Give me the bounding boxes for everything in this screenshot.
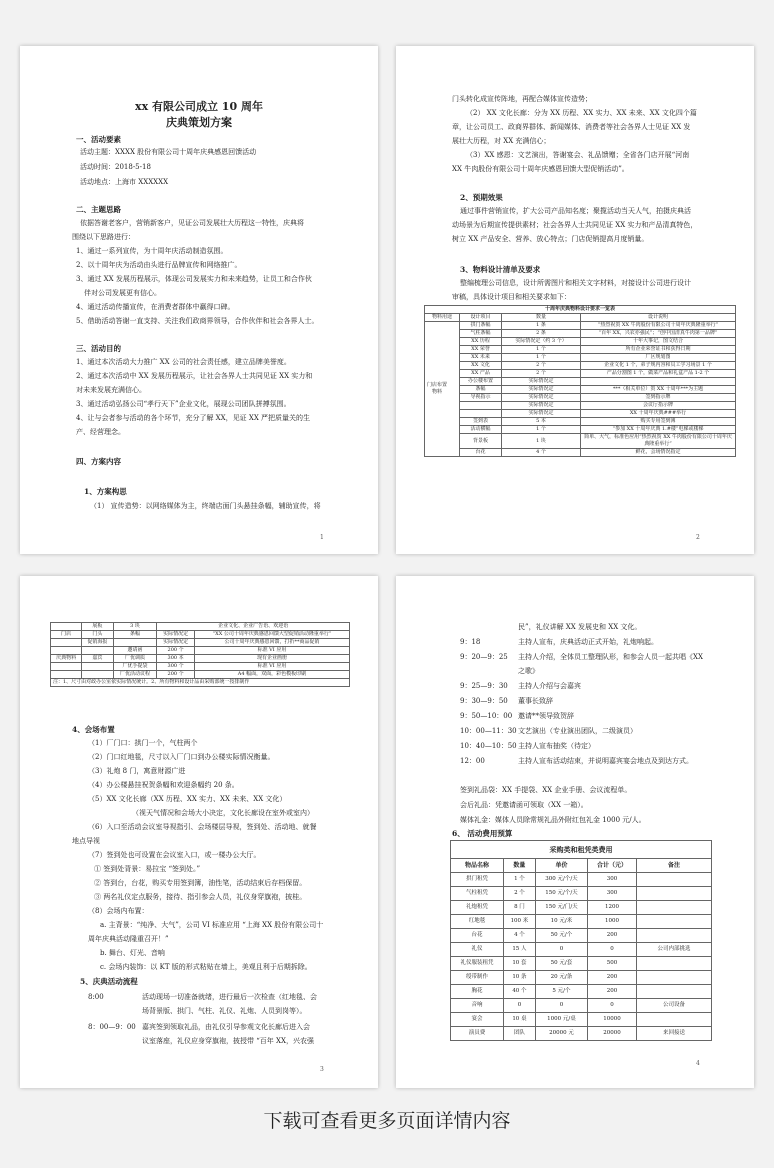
- material-table-continued: [50, 622, 350, 687]
- table-cell: 2 个: [502, 362, 581, 370]
- table-row: [425, 370, 736, 378]
- text-line: 签到礼品袋：XX 手提袋、XX 企业手册、会议流程单。: [460, 786, 632, 794]
- text-line: 2、以十周年庆为活动由头进行品牌宣传和网络推广。: [76, 261, 242, 269]
- table-cell: [460, 402, 502, 410]
- table-cell: 公司设备: [637, 999, 712, 1013]
- text-line: 活动主题：XXXX 股份有限公司十周年庆典感恩回馈活动: [80, 148, 257, 156]
- table-cell: 200: [588, 971, 637, 985]
- table-cell: 标准 VI 应用: [194, 647, 349, 655]
- table-cell: [637, 1013, 712, 1027]
- text-line: （视天气情况和会场大小决定，文化长廊设在室外或室内）: [132, 809, 314, 817]
- table-cell: “XX 公司十周年庆典感恩回馈大型促销活动隆重举行”: [194, 631, 349, 639]
- section-heading-1: 一、活动要素: [76, 135, 121, 144]
- text-line: 5、借助活动答谢一直支持、关注我们政商界领导，合作伙伴和社会各界人士。: [76, 317, 319, 325]
- flow-time: 10：00—11：30: [460, 727, 517, 735]
- table-cell: [637, 985, 712, 999]
- document-page-4: [396, 576, 754, 1088]
- cost-table: [450, 840, 712, 1041]
- table-row: [425, 362, 736, 370]
- title-line-1: xx 有限公司成立 10 周年: [135, 100, 263, 113]
- flow-text: 之歌》: [518, 667, 539, 675]
- table-cell: 企业文化、企业广告语、欢迎语: [157, 623, 350, 631]
- table-row: [451, 943, 712, 957]
- text-line: 展壮大历程，对 XX 充满信心；: [452, 137, 551, 145]
- text-line: ① 签到处背景：易拉宝 “签到处。”: [94, 865, 201, 873]
- table-header: 数量: [504, 859, 536, 873]
- table-cell: “百年 XX，兴农亦强民”；“创中国清真牛肉第一品牌”: [581, 330, 736, 338]
- table-cell: 绶带制作: [451, 971, 504, 985]
- table-row: [451, 887, 712, 901]
- table-cell: 拱门租凭: [451, 873, 504, 887]
- table-cell: 实际情况定（约 3 个）: [502, 338, 581, 346]
- flow-time: 8：00—9：00: [88, 1023, 136, 1031]
- table-row: [425, 434, 736, 449]
- table-row: [425, 338, 736, 346]
- text-line: （6）入口至活动会议室导视指引、会场楼层导视，签到处、活动地、就餐: [88, 823, 317, 831]
- table-cell: 邀请函: [113, 647, 157, 655]
- flow-text: 董事长致辞: [518, 697, 553, 705]
- table-cell: 10 套: [504, 957, 536, 971]
- table-cell: 实际情况定: [502, 394, 581, 402]
- table-cell: 演员费: [451, 1027, 504, 1041]
- table-header: 物品名称: [451, 859, 504, 873]
- table-cell: [637, 971, 712, 985]
- table-row: [425, 322, 736, 330]
- table-cell: 团队: [504, 1027, 536, 1041]
- table-row: [451, 873, 712, 887]
- document-page-3: [20, 576, 378, 1088]
- table-cell: 展板: [82, 623, 113, 631]
- table-cell: 实际情况定: [502, 378, 581, 386]
- table-cell: 2 条: [502, 330, 581, 338]
- text-line: （7）签到处也可设置在会议室入口，或一楼办公大厅。: [88, 851, 261, 859]
- table-cell: 简单、大气，标准色应用“热烈祝贺 XX 牛肉股份有限公司十周年庆典隆重举行”: [581, 434, 736, 449]
- text-line: 媒体礼金：媒体人员除常规礼品外附红包礼金 1000 元/人。: [460, 816, 646, 824]
- table-cell: 庆典物料: [51, 655, 82, 663]
- table-cell: [460, 410, 502, 418]
- text-line: 地点导视: [72, 837, 100, 845]
- table-cell: 4 个: [502, 449, 581, 457]
- page-number: 1: [320, 534, 324, 541]
- table-cell: 1 块: [502, 434, 581, 449]
- table-cell: 气柱条幅: [460, 330, 502, 338]
- table-cell: 0: [535, 999, 587, 1013]
- subsection-heading: 4、会场布置: [72, 725, 115, 734]
- table-cell: 50 元/个: [535, 929, 587, 943]
- table-cell: 促销海报: [82, 639, 113, 647]
- table-cell: 4 个: [504, 929, 536, 943]
- table-cell: 1 个: [502, 354, 581, 362]
- table-header: 物料用途: [425, 314, 460, 322]
- table-cell: [51, 623, 82, 631]
- table-cell: 1 个: [502, 426, 581, 434]
- group-label: 门店布置物料: [426, 382, 447, 395]
- table-cell: “热烈祝贺 XX 牛肉股份有限公司十周年庆典隆重举行”: [581, 322, 736, 330]
- text-line: （2）门口红地毯，尺寸以入厂门口到办公楼实际情况衡量。: [88, 753, 275, 761]
- table-cell: 300 个: [157, 663, 195, 671]
- table-cell: 厂优手提袋: [113, 663, 157, 671]
- table-cell: 实际情况定: [502, 386, 581, 394]
- table-cell: 气柱租凭: [451, 887, 504, 901]
- text-line: 围绕以下思路进行：: [72, 233, 135, 241]
- flow-time: 8:00: [88, 993, 104, 1001]
- table-row: [451, 957, 712, 971]
- table-cell: 厂优活动议程: [113, 671, 157, 679]
- table-cell: 台花: [451, 929, 504, 943]
- flow-time: 9：50—10：00: [460, 712, 513, 720]
- subsection-heading: 3、物料设计清单及要求: [460, 265, 541, 274]
- table-row: [51, 631, 350, 639]
- table-cell: 100 米: [504, 915, 536, 929]
- table-title: 十周年庆典物料设计要求一览表: [425, 306, 736, 314]
- table-cell: 公司十周年庆典感恩回馈，打折**商品促销: [194, 639, 349, 647]
- table-row: [451, 999, 712, 1013]
- table-cell: 条幅: [113, 631, 157, 639]
- table-cell: [637, 887, 712, 901]
- text-line: 整编梳理公司信息，设计所需图片和相关文字材料，对接设计公司进行设计: [460, 279, 691, 287]
- text-line: 门头转化成宣传阵地，再配合媒体宣传造势；: [452, 95, 592, 103]
- flow-time: 9：18: [460, 638, 481, 646]
- flow-text: 主持人介绍，全体员工整理队形，和参会人员一起共唱《XX: [518, 653, 703, 661]
- flow-text: 活动现场一切准备就绪，进行最后一次检查（红地毯、会: [142, 993, 317, 1001]
- table-row: [51, 663, 350, 671]
- table-cell: 实际情况定: [157, 639, 195, 647]
- flow-text: 主持人宣布，庆典活动正式开始，礼炮响起。: [518, 638, 658, 646]
- text-line: 4、通过活动传播宣传，在消费者群体中赢得口碑。: [76, 303, 235, 311]
- text-line: 3、通过活动弘扬公司“孝行天下”企业文化，展现公司团队拼搏氛围。: [76, 400, 291, 408]
- table-cell: 0: [588, 943, 637, 957]
- text-line: （2） XX 文化长廊：分为 XX 历程、XX 实力、XX 未来、XX 文化四个篇: [466, 109, 697, 117]
- flow-text: 主持人介绍与会嘉宾: [518, 682, 581, 690]
- table-cell: 会议厅指示牌: [581, 402, 736, 410]
- table-cell: 所有企业荣誉证书和获得日期: [581, 346, 736, 354]
- table-cell: 宴会: [451, 1013, 504, 1027]
- text-line: 伴对公司发展更有信心。: [84, 289, 161, 297]
- table-cell: 1000 元/桌: [535, 1013, 587, 1027]
- table-row: [425, 354, 736, 362]
- table-cell: 礼炮租凭: [451, 901, 504, 915]
- text-line: 对未来发展充满信心。: [76, 386, 146, 394]
- table-cell: 办公楼布置: [460, 378, 502, 386]
- table-cell: 购买专用签到簿: [581, 418, 736, 426]
- table-cell: 实际情况定: [502, 410, 581, 418]
- material-table: [424, 305, 736, 457]
- table-cell: [637, 957, 712, 971]
- table-row: [425, 418, 736, 426]
- table-row: [425, 386, 736, 394]
- text-line: 会后礼品：凭邀请函可领取（XX 一箱）。: [460, 801, 588, 809]
- table-header: 数量: [502, 314, 581, 322]
- flow-text: 主持人宣布活动结束，并说明嘉宾宴会地点及到达方式。: [518, 757, 693, 765]
- table-cell: 嘉宾: [82, 655, 113, 663]
- table-cell: 10000: [588, 1013, 637, 1027]
- table-cell: 50 元/套: [535, 957, 587, 971]
- text-line: a. 主背景：“纯净、大气”，公司 VI 标准应用 “上海 XX 股份有限公司十: [100, 921, 324, 929]
- table-header: 单价: [535, 859, 587, 873]
- text-line: 活动地点：上海市 XXXXXX: [80, 178, 169, 186]
- table-note-row: [51, 679, 350, 687]
- table-cell: 8 门: [504, 901, 536, 915]
- table-cell: 胸花: [451, 985, 504, 999]
- text-line: 通过事件营销宣传，扩大公司产品知名度；聚揽活动当天人气，拍摄庆典活: [460, 207, 691, 215]
- text-line: 4、让与会者参与活动的各个环节，充分了解 XX，见证 XX 严把质量关的生: [76, 414, 311, 422]
- table-note: 注：1、尺寸由对政办公室依实际情况统计。2、所有物料和设计品由采购部统一按排制作: [51, 679, 350, 687]
- text-line: c. 会场内装饰：以 KT 版的形式粘贴在墙上，美观且利于后期拆除。: [100, 963, 312, 971]
- table-cell: [637, 901, 712, 915]
- table-cell: ***（相关单位）贺 XX 十周年***为主题: [581, 386, 736, 394]
- text-line: 周年庆典活动隆重召开！”: [88, 935, 169, 943]
- table-cell: 2 个: [504, 887, 536, 901]
- flow-text: 议室落座，礼仪应身穿旗袍，披授带 “百年 XX，兴农强: [142, 1037, 314, 1045]
- table-cell: 300 本: [157, 655, 195, 663]
- text-line: 动场景为后期宣传提供素材；社会各界人士共同见证 XX 实力和产品清真特色，: [452, 221, 698, 229]
- flow-text: 主持人宣布抽奖（待定）: [518, 742, 595, 750]
- text-line: （1） 宣传造势：以网络媒体为主，终端店面门头悬挂条幅，辅助宣传，将: [90, 502, 321, 510]
- table-header: 设计说明: [581, 314, 736, 322]
- text-line: 2、通过本次活动中 XX 发展历程展示，让社会各界人士共同见证 XX 实力和: [76, 372, 313, 380]
- table-cell: 活动横幅: [460, 426, 502, 434]
- page-number: 2: [696, 534, 700, 541]
- table-cell: 5 本: [502, 418, 581, 426]
- page-number: 3: [320, 1066, 324, 1073]
- table-cell: 200 个: [157, 647, 195, 655]
- table-cell: 来回接送: [637, 1027, 712, 1041]
- flow-text: 邀请**领导致贺辞: [518, 712, 574, 720]
- table-cell: 5 元/个: [535, 985, 587, 999]
- table-cell: 2 个: [502, 370, 581, 378]
- flow-time: 9：20—9：25: [460, 653, 508, 661]
- table-cell: 十年大事记，图文结合: [581, 338, 736, 346]
- table-cell: 40 个: [504, 985, 536, 999]
- table-cell: 礼仪: [451, 943, 504, 957]
- subsection-heading: 1、方案构思: [84, 487, 127, 496]
- table-row: [51, 671, 350, 679]
- table-cell: 公司内部挑选: [637, 943, 712, 957]
- table-cell: 200: [588, 929, 637, 943]
- page-number: 4: [696, 1060, 700, 1067]
- document-page-1: [20, 46, 378, 554]
- table-cell: 1 条: [502, 322, 581, 330]
- table-cell: 厂区规划图: [581, 354, 736, 362]
- table-row: [425, 426, 736, 434]
- table-cell: 鲜花，会场情况指定: [581, 449, 736, 457]
- table-cell: 20000 元: [535, 1027, 587, 1041]
- text-line: 章，让公司员工、政商界群体、新闻媒体、消费者等社会各界人士见证 XX 发: [452, 123, 691, 131]
- text-line: ③ 两名礼仪定点服务，接待、指引参会人员，礼仪身穿旗袍，披桂。: [94, 893, 307, 901]
- table-cell: 实际情况定: [502, 402, 581, 410]
- table-cell: 现有企业画册: [194, 655, 349, 663]
- table-cell: 红地毯: [451, 915, 504, 929]
- text-line: （1）厂门口：拱门一个，气柱两个: [88, 739, 198, 747]
- text-line: （3）礼炮 8 门，寓意财源广进: [88, 767, 186, 775]
- table-cell: XX 产品: [460, 370, 502, 378]
- table-cell: 标准 VI 应用: [194, 663, 349, 671]
- table-cell: 150 元/门/天: [535, 901, 587, 915]
- section-heading-3: 三、活动目的: [76, 344, 121, 353]
- table-cell: XX 十周年庆典###举行: [581, 410, 736, 418]
- text-line: 审稿，具体设计项目和相关要求如下：: [452, 293, 571, 301]
- table-cell: “参加 XX 十周年庆典 1.#楼”电梯或楼梯: [581, 426, 736, 434]
- table-cell: 1200: [588, 901, 637, 915]
- text-line: （5）XX 文化长廊（XX 历程、XX 实力、XX 未来、XX 文化）: [88, 795, 287, 803]
- table-cell: 条幅: [460, 386, 502, 394]
- flow-text: 嘉宾签到领取礼品，由礼仪引导参观文化长廊后进入会: [142, 1023, 310, 1031]
- table-cell: 台花: [460, 449, 502, 457]
- table-row: [451, 901, 712, 915]
- table-row: [451, 971, 712, 985]
- table-cell: [637, 873, 712, 887]
- text-line: 3、通过 XX 发展历程展示，体现公司发展实力和未来趋势，让员工和合作伙: [76, 275, 312, 283]
- table-cell: [581, 378, 736, 386]
- flow-text: 场背景版、拱门、气柱、礼仪、礼炮、人员到岗等）。: [142, 1007, 307, 1015]
- table-cell: 厂优调质: [113, 655, 157, 663]
- table-cell: 300: [588, 873, 637, 887]
- text-line: b. 舞台、灯光、音响: [100, 949, 165, 957]
- text-line: 活动时间：2018-5-18: [80, 163, 151, 171]
- title-line-2: 庆典策划方案: [166, 116, 232, 129]
- section-heading-2: 二、主题思路: [76, 205, 121, 214]
- table-row: [425, 402, 736, 410]
- table-cell: 礼仪服装租凭: [451, 957, 504, 971]
- text-line: ② 答到台，台花，购买专用签到簿，油性笔，活动结束后存档保留。: [94, 879, 307, 887]
- table-cell: 企业文化 1 个，弟子规内容和员工学习场景 1 个: [581, 362, 736, 370]
- table-row: [451, 929, 712, 943]
- table-row: [51, 647, 350, 655]
- table-cell: 0: [504, 999, 536, 1013]
- text-line: 树立 XX 产品安全、营养、放心特点；门店促销提高月度销量。: [452, 235, 649, 243]
- subsection-heading: 2、预期效果: [460, 193, 503, 202]
- flow-time: 9：25—9：30: [460, 682, 508, 690]
- table-cell: 门头: [82, 631, 113, 639]
- table-row: [425, 346, 736, 354]
- table-row: [51, 655, 350, 663]
- table-cell: 0: [535, 943, 587, 957]
- table-cell: 音响: [451, 999, 504, 1013]
- table-cell: 0: [588, 999, 637, 1013]
- table-cell: XX 文化: [460, 362, 502, 370]
- document-page-2: [396, 46, 754, 554]
- table-cell: 导视指示: [460, 394, 502, 402]
- table-cell: 背景板: [460, 434, 502, 449]
- table-cell: [637, 929, 712, 943]
- table-cell: A4 幅面，双面，彩色模板印刷: [194, 671, 349, 679]
- table-row: [451, 1013, 712, 1027]
- table-cell: 300: [588, 887, 637, 901]
- table-cell: 门店: [51, 631, 82, 639]
- text-line: （4）办公楼悬挂祝贺条幅和欢迎条幅约 20 条。: [88, 781, 239, 789]
- table-row: [425, 394, 736, 402]
- table-cell: 1000: [588, 915, 637, 929]
- table-cell: 签到指示牌: [581, 394, 736, 402]
- table-cell: 300 元/个/天: [535, 873, 587, 887]
- text-line: XX 牛肉股份有限公司十周年庆感恩回馈大型促销活动”。: [452, 165, 629, 173]
- table-cell: [637, 915, 712, 929]
- table-header: 备注: [637, 859, 712, 873]
- table-row: [451, 915, 712, 929]
- table-cell: 150 元/个/天: [535, 887, 587, 901]
- text-line: 1、通过本次活动大力推广 XX 公司的社会责任感，建立品牌美誉度。: [76, 358, 291, 366]
- table-cell: 200: [588, 985, 637, 999]
- table-cell: XX 荣誉: [460, 346, 502, 354]
- flow-text: 民”，礼仪讲解 XX 发展史和 XX 文化。: [518, 623, 642, 631]
- footer-caption: 下载可查看更多页面详情内容: [263, 1110, 511, 1132]
- table-header: 设计项目: [460, 314, 502, 322]
- table-row: [451, 985, 712, 999]
- flow-time: 9：30—9：50: [460, 697, 508, 705]
- table-cell: 200 个: [157, 671, 195, 679]
- section-heading-4: 四、方案内容: [76, 457, 121, 466]
- table-row: [51, 639, 350, 647]
- subsection-heading: 6、 活动费用预算: [452, 829, 513, 838]
- flow-text: 文艺演出（专业演出团队，二级演员）: [518, 727, 637, 735]
- table-header: 合计（元）: [588, 859, 637, 873]
- table-cell: 1 个: [504, 873, 536, 887]
- subsection-heading: 5、庆典活动流程: [80, 977, 138, 986]
- text-line: 1、通过一系列宣传，为十周年庆活动制造氛围。: [76, 247, 228, 255]
- table-row: [425, 410, 736, 418]
- table-cell: 20 元/条: [535, 971, 587, 985]
- table-title: 采购类和租凭类费用: [451, 841, 712, 859]
- table-cell: 3 块: [113, 623, 157, 631]
- text-line: （3）XX 感恩：文艺演出，答谢宴会、礼品馈赠；全省各门店开展“河南: [466, 151, 690, 159]
- table-cell: 10 元/米: [535, 915, 587, 929]
- table-cell: XX 未来: [460, 354, 502, 362]
- table-cell: 拱门条幅: [460, 322, 502, 330]
- table-row: [425, 378, 736, 386]
- table-cell: XX 历程: [460, 338, 502, 346]
- table-cell: 10 桌: [504, 1013, 536, 1027]
- flow-time: 10：40—10：50: [460, 742, 517, 750]
- table-cell: 10 条: [504, 971, 536, 985]
- table-row: [425, 449, 736, 457]
- table-cell: 15 人: [504, 943, 536, 957]
- table-row: [51, 623, 350, 631]
- text-line: （8）会场内布置：: [88, 907, 149, 915]
- table-cell: 1 个: [502, 346, 581, 354]
- flow-time: 12：00: [460, 757, 485, 765]
- table-cell: 20000: [588, 1027, 637, 1041]
- table-row: [451, 1027, 712, 1041]
- text-line: 产、经营理念。: [76, 428, 125, 436]
- table-cell: 500: [588, 957, 637, 971]
- table-row: [425, 330, 736, 338]
- table-cell: 签到表: [460, 418, 502, 426]
- text-line: 依据答谢老客户，营销新客户，见证公司发展壮大历程这一特性，庆典将: [80, 219, 304, 227]
- table-cell: 实际情况定: [157, 631, 195, 639]
- table-cell: 产品分割图 1 个，做菜产品和礼盒产品 1-2 个: [581, 370, 736, 378]
